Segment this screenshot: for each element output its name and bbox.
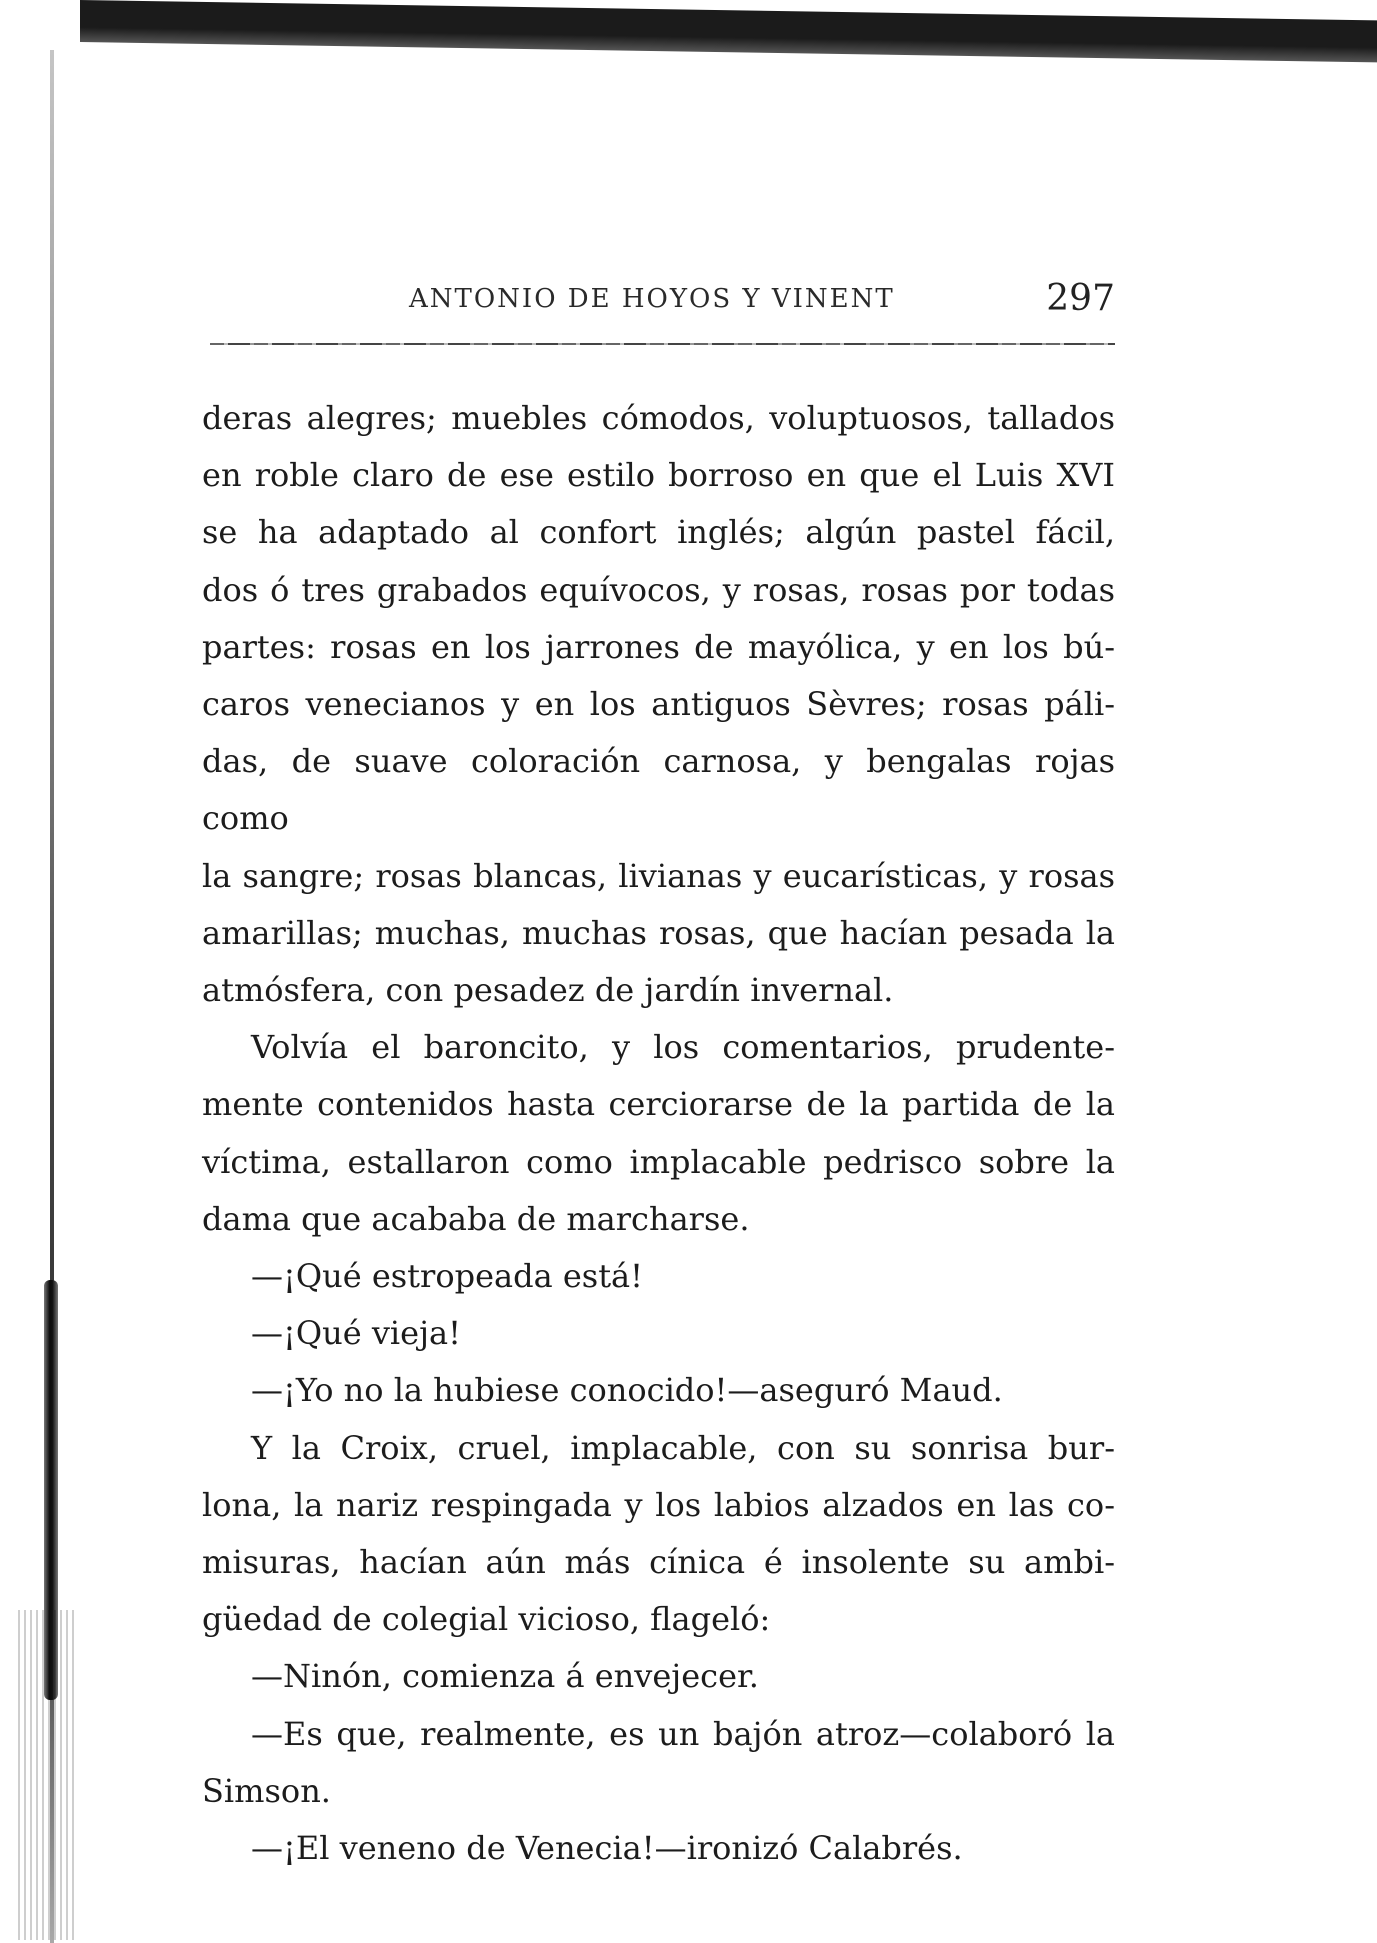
body-text xyxy=(202,390,1115,1877)
text-line: lona, la nariz respingada y los labios alzados en las co- xyxy=(202,1485,1115,1524)
text-line: víctima, estallaron como implacable pedrisco sobre la xyxy=(202,1142,1115,1181)
text-line: atmósfera, con pesadez de jardín invernal. xyxy=(202,971,894,1010)
text-line: güedad de colegial vicioso, flageló: xyxy=(202,1600,771,1639)
text-line: Simson. xyxy=(202,1771,331,1810)
text-line: —¡Qué estropeada está! xyxy=(251,1257,643,1296)
text-line: en roble claro de ese estilo borroso en que el Luis XVI xyxy=(202,456,1115,495)
text-line: amarillas; muchas, muchas rosas, que hacían pesada la xyxy=(202,913,1115,952)
text-line: misuras, hacían aún más cínica é insolente su ambi- xyxy=(202,1543,1115,1582)
spine-fray xyxy=(18,1610,78,1940)
text-line: dama que acababa de marcharse. xyxy=(202,1199,750,1238)
text-line: das, de suave coloración carnosa, y bengalas rojas como xyxy=(202,742,1115,838)
text-line: Y la Croix, cruel, implacable, con su sonrisa bur- xyxy=(251,1428,1115,1467)
text-line: —¡Qué vieja! xyxy=(251,1314,461,1353)
running-title: ANTONIO DE HOYOS Y VINENT xyxy=(409,284,895,314)
text-line: dos ó tres grabados equívocos, y rosas, rosas por todas xyxy=(202,570,1115,609)
text-line: —¡Yo no la hubiese conocido!—aseguró Maud. xyxy=(251,1371,1003,1410)
text-line: mente contenidos hasta cerciorarse de la partida de la xyxy=(202,1085,1115,1124)
text-line: deras alegres; muebles cómodos, voluptuosos, tallados xyxy=(202,399,1115,437)
text-line: partes: rosas en los jarrones de mayólica, y en los bú- xyxy=(202,627,1115,666)
page-number: 297 xyxy=(1046,278,1115,319)
text-line: caros venecianos y en los antiguos Sèvres; rosas páli- xyxy=(202,685,1115,724)
text-line: —Ninón, comienza á envejecer. xyxy=(251,1657,759,1696)
text-line: —¡El veneno de Venecia!—ironizó Calabrés. xyxy=(251,1829,963,1868)
header-rule xyxy=(210,343,1115,345)
book-spine-edge xyxy=(0,50,95,1943)
scan-top-edge xyxy=(80,0,1377,62)
text-line: la sangre; rosas blancas, livianas y eucarísticas, y rosas xyxy=(202,856,1115,895)
text-line: Volvía el baroncito, y los comentarios, prudente- xyxy=(251,1028,1115,1067)
text-line: —Es que, realmente, es un bajón atroz—colaboró la xyxy=(251,1714,1115,1753)
text-line: se ha adaptado al confort inglés; algún pastel fácil, xyxy=(202,513,1115,552)
page-header xyxy=(205,278,1115,328)
